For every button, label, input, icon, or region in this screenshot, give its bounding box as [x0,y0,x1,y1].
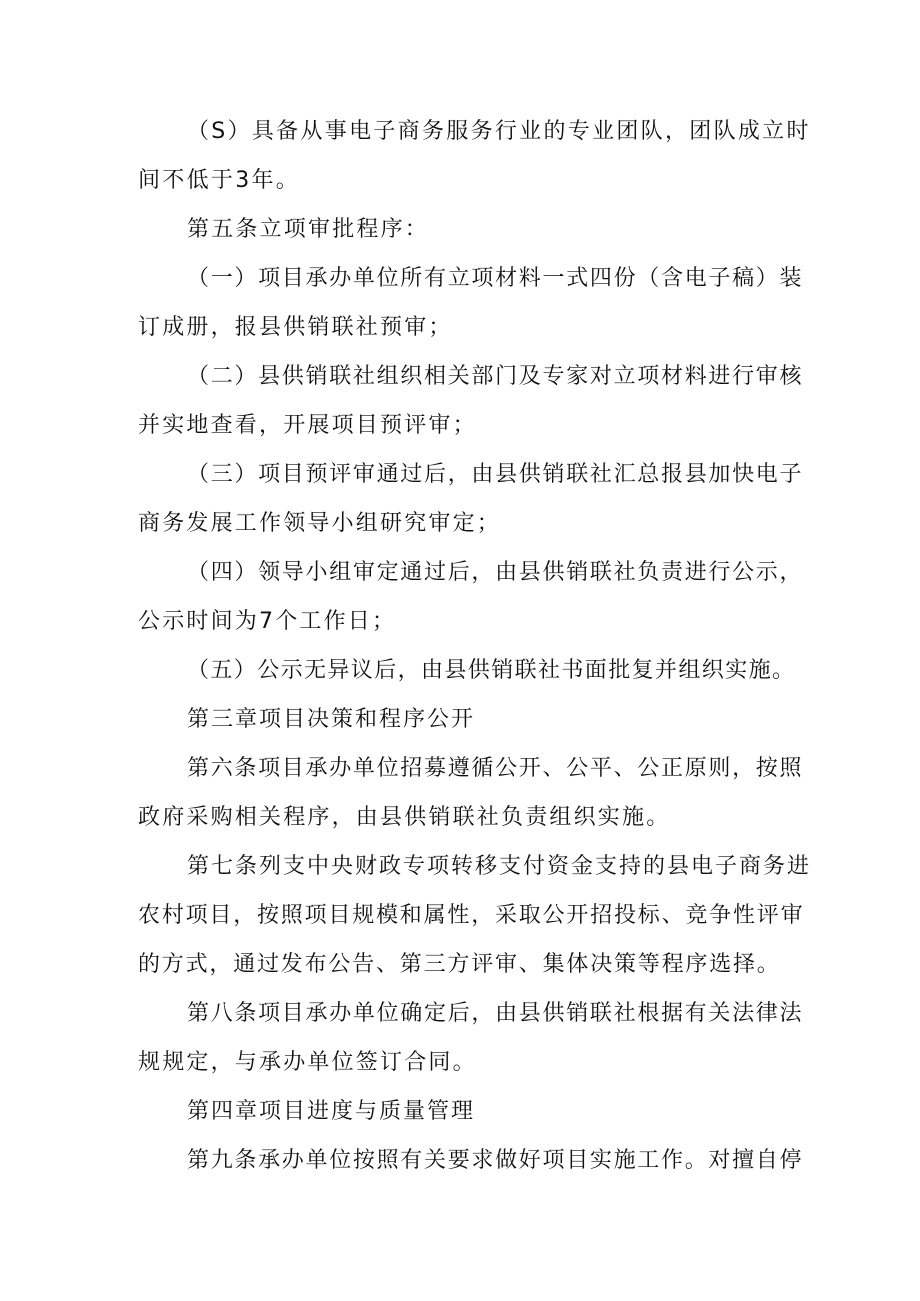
article-8-line-2: 规规定，与承办单位签订合同。 [138,1050,477,1075]
chapter-4-heading: 第四章项目进度与质量管理 [187,1099,476,1124]
paragraph-s-line-2: 间不低于3年。 [138,168,301,193]
article-6-line-2: 政府采购相关程序，由县供销联社负责组织实施。 [138,805,671,830]
article-9-line-1: 第九条承办单位按照有关要求做好项目实施工作。对擅自停 [187,1148,804,1173]
article-7-line-2: 农村项目，按照项目规模和属性，采取公开招投标、竞争性评审 [138,903,805,928]
article-6-line-1: 第六条项目承办单位招募遵循公开、公平、公正原则，按照 [187,756,804,781]
article-5-heading: 第五条立项审批程序： [187,217,430,242]
item-1-line-1: （一）项目承办单位所有立项材料一式四份（含电子稿）装 [187,266,804,291]
chapter-3-heading: 第三章项目决策和程序公开 [187,707,476,732]
item-1-line-2: 订成册，报县供销联社预审； [138,315,453,340]
item-4-line-1: （四）领导小组审定通过后，由县供销联社负责进行公示， [187,560,804,585]
article-8-line-1: 第八条项目承办单位确定后，由县供销联社根据有关法律法 [187,1001,804,1026]
article-7-line-3: 的方式，通过发布公告、第三方评审、集体决策等程序选择。 [138,952,781,977]
paragraph-s-line-1: （S）具备从事电子商务服务行业的专业团队，团队成立时 [187,119,811,144]
item-2-line-2: 并实地查看，开展项目预评审； [138,413,477,438]
article-7-line-1: 第七条列支中央财政专项转移支付资金支持的县电子商务进 [187,854,812,879]
item-3-line-2: 商务发展工作领导小组研究审定； [138,511,502,536]
item-4-line-2: 公示时间为7个工作日； [138,609,397,634]
item-5-line-1: （五）公示无异议后，由县供销联社书面批复并组织实施。 [187,658,796,683]
item-3-line-1: （三）项目预评审通过后，由县供销联社汇总报县加快电子 [187,462,804,487]
item-2-line-1: （二）县供销联社组织相关部门及专家对立项材料进行审核 [187,364,804,389]
